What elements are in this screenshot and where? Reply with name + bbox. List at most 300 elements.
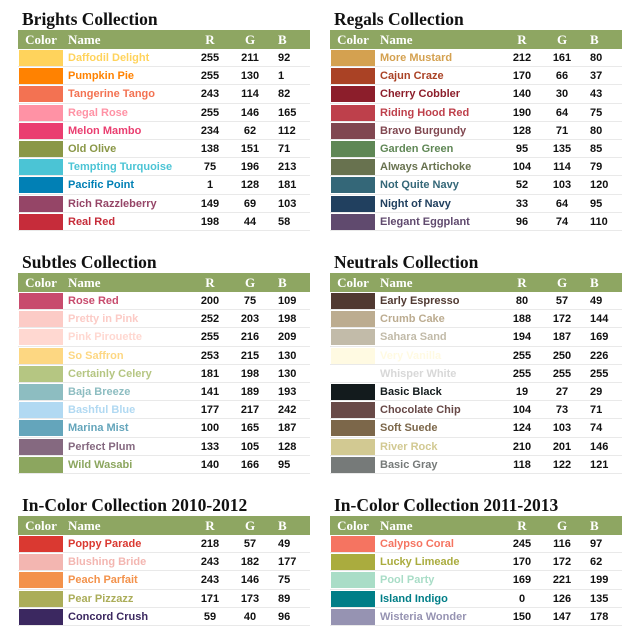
color-name: Bashful Blue <box>68 404 136 417</box>
regals-header-row <box>330 30 622 49</box>
swatch-cell <box>330 176 376 193</box>
color-name: Tempting Turquoise <box>68 161 173 174</box>
header-color: Color <box>337 275 369 290</box>
value-g: 172 <box>552 556 572 569</box>
header-g: G <box>244 275 256 290</box>
color-swatch <box>331 141 375 157</box>
value-b: 121 <box>590 458 609 471</box>
value-r: 150 <box>512 610 532 623</box>
value-b: 198 <box>278 313 297 326</box>
color-name: Garden Green <box>380 142 454 155</box>
value-b: 130 <box>278 349 297 362</box>
value-g: 201 <box>552 440 572 453</box>
color-swatch <box>331 159 375 175</box>
value-r: 198 <box>200 215 220 228</box>
color-row <box>330 456 622 474</box>
color-swatch <box>331 536 375 552</box>
header-color: Color <box>25 32 57 47</box>
value-r: 124 <box>512 422 532 435</box>
neutrals-header-row <box>330 273 622 292</box>
color-name: Marina Mist <box>68 422 129 435</box>
color-swatch <box>331 196 375 212</box>
regals-panel <box>330 8 622 231</box>
header-b: B <box>278 518 287 533</box>
incolor-2011-rows <box>330 535 622 626</box>
header-r: R <box>205 518 215 533</box>
value-g: 211 <box>241 52 259 64</box>
color-name: Crumb Cake <box>380 313 445 326</box>
value-g: 215 <box>240 349 260 362</box>
color-swatch <box>19 293 63 309</box>
color-swatch <box>19 366 63 382</box>
value-b: 144 <box>590 313 609 326</box>
value-g: 116 <box>553 538 571 550</box>
value-r: 140 <box>512 88 532 101</box>
color-row <box>18 571 310 589</box>
value-g: 128 <box>240 179 260 192</box>
value-r: 141 <box>200 385 220 398</box>
color-name: Concord Crush <box>68 610 149 623</box>
color-row <box>18 140 310 158</box>
swatch-cell <box>18 67 64 84</box>
color-name: Sahara Sand <box>380 331 447 344</box>
value-b: 29 <box>590 385 603 398</box>
swatch-cell <box>330 104 376 121</box>
color-swatch <box>19 348 63 364</box>
color-name: Daffodil Delight <box>68 52 150 64</box>
color-swatch <box>19 141 63 157</box>
swatch-cell <box>18 310 64 327</box>
value-g: 165 <box>240 422 260 435</box>
value-r: 255 <box>512 349 532 362</box>
value-b: 49 <box>590 295 603 307</box>
color-swatch <box>19 420 63 436</box>
color-swatch <box>19 384 63 400</box>
color-swatch <box>19 68 63 84</box>
color-name: Early Espresso <box>380 295 460 307</box>
value-r: 170 <box>512 70 532 83</box>
color-name: Pear Pizzazz <box>68 592 134 605</box>
color-row <box>18 383 310 401</box>
value-r: 80 <box>515 295 529 307</box>
value-g: 57 <box>555 295 569 307</box>
value-r: 177 <box>200 404 220 417</box>
value-g: 198 <box>240 367 260 380</box>
color-row <box>330 104 622 122</box>
value-b: 43 <box>590 88 603 101</box>
color-row <box>18 535 310 553</box>
value-g: 189 <box>240 385 260 398</box>
header-r: R <box>205 275 215 290</box>
brights-rows <box>18 49 310 231</box>
header-r: R <box>517 32 527 47</box>
color-swatch <box>331 293 375 309</box>
value-r: 149 <box>200 197 220 210</box>
value-b: 187 <box>278 422 297 435</box>
swatch-cell <box>18 347 64 364</box>
neutrals-title: Neutrals Collection <box>334 252 479 272</box>
color-row <box>18 590 310 608</box>
value-b: 213 <box>278 161 297 174</box>
color-name: Elegant Eggplant <box>380 215 470 228</box>
color-row <box>18 401 310 419</box>
color-swatch <box>331 329 375 345</box>
subtles-panel <box>18 251 310 474</box>
color-swatch <box>19 50 63 66</box>
color-row <box>18 310 310 328</box>
value-g: 62 <box>243 124 257 137</box>
value-b: 199 <box>590 574 609 587</box>
value-r: 128 <box>512 124 532 137</box>
header-name: Name <box>68 32 101 47</box>
color-name: Tangerine Tango <box>68 88 155 101</box>
swatch-cell <box>330 590 376 607</box>
value-r: 0 <box>518 592 526 605</box>
value-r: 212 <box>512 52 532 64</box>
header-r: R <box>517 518 527 533</box>
incolor-2010-header-row <box>18 516 310 535</box>
value-r: 245 <box>512 538 532 550</box>
value-r: 210 <box>512 440 532 453</box>
color-swatch <box>19 457 63 473</box>
value-r: 171 <box>200 592 220 605</box>
color-row <box>330 571 622 589</box>
color-name: Riding Hood Red <box>380 106 470 119</box>
value-r: 243 <box>200 88 220 101</box>
color-row <box>18 158 310 176</box>
header-b: B <box>278 32 287 47</box>
color-swatch <box>19 311 63 327</box>
color-name: Pink Pirouette <box>68 331 142 344</box>
value-b: 242 <box>278 404 297 417</box>
color-name: Certainly Celery <box>68 367 152 380</box>
value-b: 255 <box>590 367 609 380</box>
color-swatch <box>331 366 375 382</box>
swatch-cell <box>330 365 376 382</box>
value-b: 58 <box>278 215 291 228</box>
swatch-cell <box>330 140 376 157</box>
color-name: Calypso Coral <box>380 538 454 550</box>
color-swatch <box>331 105 375 121</box>
color-swatch <box>19 536 63 552</box>
value-r: 59 <box>203 610 217 623</box>
value-r: 140 <box>200 458 220 471</box>
value-g: 130 <box>240 70 260 83</box>
color-row <box>330 176 622 194</box>
header-name: Name <box>380 32 413 47</box>
value-b: 71 <box>590 404 603 417</box>
value-b: 128 <box>278 440 297 453</box>
color-row <box>18 365 310 383</box>
header-r: R <box>205 32 215 47</box>
color-swatch <box>331 609 375 625</box>
color-row <box>18 608 310 626</box>
swatch-cell <box>18 49 64 66</box>
value-b: 74 <box>590 422 603 435</box>
swatch-cell <box>18 292 64 309</box>
value-r: 104 <box>512 404 532 417</box>
value-r: 19 <box>515 385 529 398</box>
header-name: Name <box>380 275 413 290</box>
brights-title: Brights Collection <box>22 9 158 29</box>
value-r: 255 <box>200 106 220 119</box>
value-b: 165 <box>278 106 297 119</box>
color-name: So Saffron <box>68 349 124 362</box>
incolor-2010-title: In-Color Collection 2010-2012 <box>22 495 248 515</box>
value-r: 1 <box>206 179 214 192</box>
color-swatch <box>331 50 375 66</box>
value-r: 253 <box>200 349 220 362</box>
value-g: 221 <box>552 574 572 587</box>
value-r: 95 <box>515 142 529 155</box>
value-g: 71 <box>555 124 569 137</box>
color-row <box>18 419 310 437</box>
value-b: 95 <box>278 458 291 471</box>
header-g: G <box>244 32 256 47</box>
color-swatch <box>331 123 375 139</box>
value-r: 170 <box>512 556 532 569</box>
swatch-cell <box>330 347 376 364</box>
value-g: 146 <box>240 106 260 119</box>
color-swatch <box>19 105 63 121</box>
swatch-cell <box>18 158 64 175</box>
value-b: 181 <box>278 179 297 192</box>
swatch-cell <box>330 535 376 552</box>
value-g: 114 <box>241 88 259 101</box>
color-name: Poppy Parade <box>68 538 142 550</box>
swatch-cell <box>18 571 64 588</box>
header-g: G <box>556 275 568 290</box>
value-g: 122 <box>552 458 572 471</box>
header-name: Name <box>380 518 413 533</box>
value-r: 200 <box>200 295 220 307</box>
value-g: 40 <box>243 610 257 623</box>
value-r: 75 <box>203 161 217 174</box>
subtles-header-row <box>18 273 310 292</box>
value-r: 118 <box>513 458 531 471</box>
color-row <box>330 85 622 103</box>
incolor-2011-panel <box>330 494 622 626</box>
color-swatch <box>19 609 63 625</box>
neutrals-panel <box>330 251 622 474</box>
value-g: 64 <box>555 197 569 210</box>
color-name: Cajun Craze <box>380 70 444 83</box>
color-swatch <box>19 329 63 345</box>
neutrals-rows <box>330 292 622 474</box>
value-b: 178 <box>590 610 609 623</box>
color-name: River Rock <box>380 440 438 453</box>
brights-panel <box>18 8 310 231</box>
color-swatch <box>331 214 375 230</box>
value-b: 103 <box>278 197 297 210</box>
incolor-2010-rows <box>18 535 310 626</box>
color-row <box>18 292 310 310</box>
value-b: 177 <box>278 556 297 569</box>
swatch-cell <box>18 590 64 607</box>
value-r: 243 <box>200 574 220 587</box>
swatch-cell <box>18 85 64 102</box>
color-name: More Mustard <box>380 52 453 64</box>
color-row <box>330 49 622 67</box>
header-name: Name <box>68 275 101 290</box>
value-g: 182 <box>240 556 260 569</box>
value-r: 252 <box>200 313 220 326</box>
value-g: 135 <box>552 142 572 155</box>
value-g: 146 <box>240 574 260 587</box>
value-b: 193 <box>278 385 297 398</box>
value-g: 69 <box>243 197 257 210</box>
header-color: Color <box>337 518 369 533</box>
swatch-cell <box>18 401 64 418</box>
color-name: Wisteria Wonder <box>380 610 467 623</box>
swatch-cell <box>330 195 376 212</box>
value-b: 95 <box>590 197 603 210</box>
value-b: 120 <box>590 179 609 192</box>
value-g: 75 <box>243 295 257 307</box>
color-name: Cherry Cobbler <box>380 88 461 101</box>
header-b: B <box>590 32 599 47</box>
color-swatch <box>331 554 375 570</box>
value-g: 217 <box>240 404 260 417</box>
swatch-cell <box>18 535 64 552</box>
header-color: Color <box>25 275 57 290</box>
color-row <box>330 419 622 437</box>
header-name: Name <box>68 518 101 533</box>
value-b: 62 <box>590 556 603 569</box>
color-row <box>330 292 622 310</box>
color-row <box>330 535 622 553</box>
swatch-cell <box>330 571 376 588</box>
color-swatch <box>331 68 375 84</box>
swatch-cell <box>330 401 376 418</box>
color-row <box>330 401 622 419</box>
header-g: G <box>556 32 568 47</box>
color-name: Real Red <box>68 215 116 228</box>
swatch-cell <box>330 553 376 570</box>
value-b: 97 <box>590 538 603 550</box>
color-name: Chocolate Chip <box>380 404 461 417</box>
color-row <box>330 195 622 213</box>
color-row <box>330 122 622 140</box>
color-swatch <box>19 214 63 230</box>
value-g: 105 <box>240 440 260 453</box>
value-g: 66 <box>555 70 569 83</box>
value-g: 103 <box>552 422 572 435</box>
value-r: 104 <box>512 161 532 174</box>
color-name: Pretty in Pink <box>68 313 139 326</box>
color-swatch <box>19 123 63 139</box>
color-row <box>18 49 310 67</box>
color-name: Basic Gray <box>380 458 438 471</box>
value-b: 96 <box>278 610 291 623</box>
value-r: 96 <box>515 215 529 228</box>
value-g: 216 <box>240 331 260 344</box>
swatch-cell <box>18 176 64 193</box>
value-r: 194 <box>512 331 532 344</box>
header-g: G <box>556 518 568 533</box>
value-g: 57 <box>243 538 257 550</box>
color-name: Not Quite Navy <box>380 179 459 192</box>
header-b: B <box>590 275 599 290</box>
color-name: Pumpkin Pie <box>68 70 135 83</box>
color-name: Perfect Plum <box>68 440 136 453</box>
value-r: 255 <box>200 331 220 344</box>
swatch-cell <box>330 158 376 175</box>
value-b: 112 <box>278 124 296 137</box>
value-g: 172 <box>552 313 572 326</box>
value-g: 151 <box>240 142 260 155</box>
color-swatch <box>19 402 63 418</box>
value-g: 64 <box>555 106 569 119</box>
value-g: 44 <box>243 215 257 228</box>
value-b: 169 <box>590 331 609 344</box>
color-row <box>330 347 622 365</box>
value-b: 1 <box>278 70 285 83</box>
value-r: 169 <box>512 574 532 587</box>
incolor-2011-title: In-Color Collection 2011-2013 <box>334 495 559 515</box>
value-g: 173 <box>240 592 260 605</box>
color-name: Soft Suede <box>380 422 438 435</box>
color-row <box>18 122 310 140</box>
color-row <box>18 104 310 122</box>
value-b: 80 <box>590 124 603 137</box>
color-row <box>18 67 310 85</box>
color-name: Baja Breeze <box>68 385 131 398</box>
header-g: G <box>244 518 256 533</box>
color-row <box>18 85 310 103</box>
value-g: 103 <box>552 179 572 192</box>
swatch-cell <box>330 292 376 309</box>
subtles-rows <box>18 292 310 474</box>
color-name: Whisper White <box>380 367 457 380</box>
swatch-cell <box>18 104 64 121</box>
value-g: 147 <box>552 610 572 623</box>
color-name: Rich Razzleberry <box>68 197 157 210</box>
color-name: Lucky Limeade <box>380 556 460 569</box>
value-g: 73 <box>555 404 569 417</box>
color-name: Island Indigo <box>380 592 448 605</box>
value-b: 89 <box>278 592 291 605</box>
color-row <box>18 176 310 194</box>
value-b: 71 <box>278 142 291 155</box>
color-name: Peach Parfait <box>68 574 138 587</box>
value-r: 243 <box>200 556 220 569</box>
value-r: 255 <box>200 70 220 83</box>
color-row <box>330 310 622 328</box>
swatch-cell <box>330 383 376 400</box>
swatch-cell <box>330 49 376 66</box>
color-row <box>330 158 622 176</box>
color-swatch <box>19 439 63 455</box>
value-r: 138 <box>200 142 220 155</box>
value-r: 181 <box>200 367 220 380</box>
color-name: Rose Red <box>68 295 119 307</box>
color-name: Pacific Point <box>68 179 135 192</box>
swatch-cell <box>330 438 376 455</box>
color-row <box>330 590 622 608</box>
color-row <box>330 553 622 571</box>
header-b: B <box>278 275 287 290</box>
color-row <box>330 608 622 626</box>
color-swatch <box>331 457 375 473</box>
brights-header-row <box>18 30 310 49</box>
color-row <box>18 195 310 213</box>
value-b: 130 <box>278 367 297 380</box>
color-swatch <box>331 572 375 588</box>
color-name: Melon Mambo <box>68 124 142 137</box>
incolor-2010-panel <box>18 494 310 626</box>
color-row <box>18 438 310 456</box>
